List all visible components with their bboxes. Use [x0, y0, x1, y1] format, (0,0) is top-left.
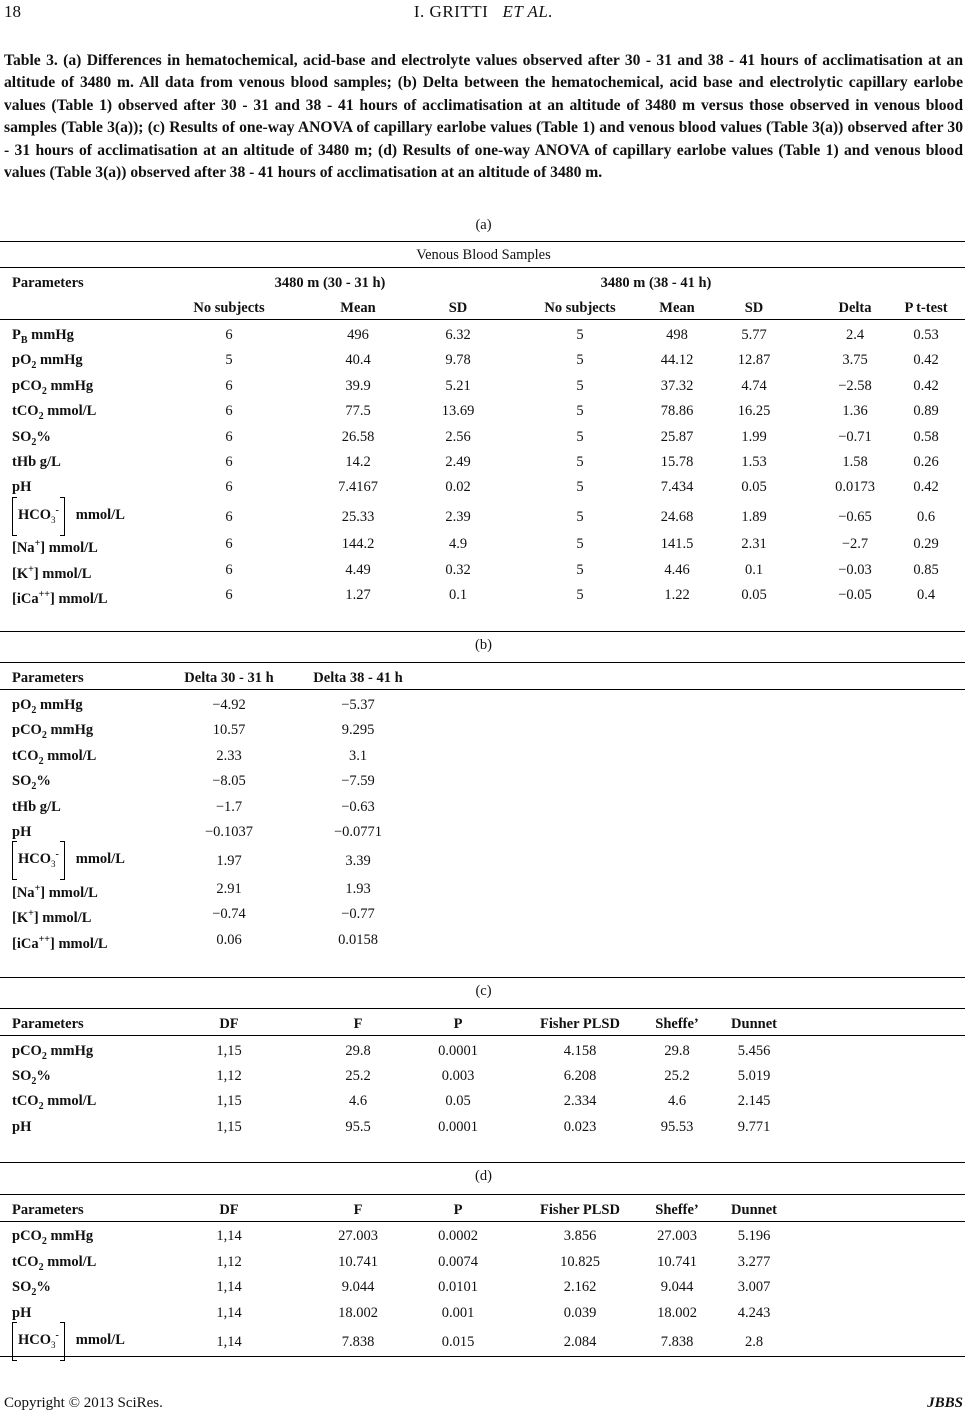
table-cell: 6.208 [563, 1068, 597, 1085]
table-cell: 18.002 [657, 1304, 697, 1321]
table-cell: 25.87 [660, 428, 694, 445]
column-header: Delta [838, 300, 872, 316]
table-row [0, 350, 967, 376]
table-cell: 5 [576, 428, 584, 445]
table-cell: 1,14 [216, 1228, 242, 1244]
parameter-label: [iCa++] mmol/L [12, 933, 108, 952]
table-cell: 0.0158 [338, 931, 378, 948]
table-cell: 37.32 [660, 377, 694, 394]
table-cell: 12.87 [737, 352, 771, 369]
table-cell: 0.85 [913, 561, 939, 578]
table-cell: −0.77 [341, 906, 375, 923]
parameters-header: Parameters [12, 1016, 84, 1032]
table-row [0, 720, 967, 746]
table-b-column-header [0, 668, 967, 694]
table-row [0, 771, 967, 797]
column-header: DF [219, 1016, 239, 1032]
table-row [0, 746, 967, 772]
table-cell: 2.49 [445, 454, 471, 470]
table-cell: 5 [576, 508, 584, 525]
table-row [0, 930, 967, 956]
table-cell: 5 [576, 587, 584, 603]
table-cell: 0.42 [913, 352, 939, 369]
column-header: P [453, 1202, 463, 1218]
table-c-header-rule [0, 1035, 965, 1036]
table-cell: 1,12 [216, 1068, 242, 1085]
table-cell: 0.32 [445, 561, 471, 578]
table-cell: −0.65 [838, 508, 872, 525]
parameter-label: pH [12, 479, 32, 496]
table-cell: 0.02 [445, 479, 471, 496]
table-row [0, 695, 967, 721]
table-c-column-header [0, 1014, 967, 1040]
table-cell: 5 [576, 454, 584, 470]
table-cell: −0.63 [341, 798, 375, 815]
table-cell: 0.89 [913, 403, 939, 420]
table-cell: 4.74 [741, 377, 767, 394]
table-cell: 95.53 [660, 1118, 694, 1135]
table-cell: 26.58 [341, 428, 375, 445]
table-cell: 24.68 [660, 508, 694, 525]
table-cell: 44.12 [660, 352, 694, 369]
table-cell: −0.0771 [333, 824, 383, 840]
table-c-label: (c) [475, 983, 492, 999]
column-header: No subjects [544, 300, 616, 316]
table-row [0, 1252, 967, 1278]
table-cell: 2.31 [741, 536, 767, 553]
column-header: Fisher PLSD [540, 1016, 620, 1032]
table-row [0, 1277, 967, 1303]
parameter-label: tCO$_2$ mmol/L [12, 747, 97, 767]
table-cell: 0.0074 [438, 1253, 478, 1270]
table-a-group-header [0, 273, 967, 299]
parameter-label: pH [12, 1304, 32, 1321]
parameter-label: tHb g/L [12, 798, 61, 815]
table-cell: 7.838 [660, 1334, 694, 1351]
parameter-label: $pO_2$ mmHg [12, 352, 83, 372]
parameter-label: $pO_2$ mmHg [12, 697, 83, 716]
table-cell: 0.53 [913, 327, 939, 343]
table-cell: 2.8 [744, 1334, 764, 1351]
column-header: Delta 38 - 41 h [313, 670, 403, 686]
table-cell: 3.856 [563, 1228, 597, 1244]
table-cell: −4.92 [212, 697, 246, 713]
table-cell: 10.741 [338, 1253, 378, 1270]
table-row [0, 325, 967, 351]
table-d-label: (d) [475, 1168, 492, 1184]
et-al: ET AL. [502, 2, 554, 21]
parameters-header: Parameters [12, 275, 84, 291]
table-cell: 1.58 [842, 454, 868, 470]
parameter-label: $SO_2\%$ [12, 773, 51, 793]
parameter-label: tCO$_2$ mmol/L [12, 1093, 97, 1113]
group-header-1: 3480 m (30 - 31 h) [274, 275, 386, 291]
table-cell: 4.6 [667, 1093, 687, 1110]
table-row [0, 851, 967, 877]
table-cell: 0.1 [448, 587, 468, 603]
parameter-label: [K+] mmol/L [12, 563, 92, 582]
table-cell: 1,12 [216, 1253, 242, 1270]
table-cell: 141.5 [660, 536, 694, 553]
table-cell: 9.295 [341, 722, 375, 739]
parameter-label: pCO$_2$ mmHg [12, 1043, 94, 1062]
table-cell: 5.77 [741, 327, 767, 343]
table-cell: 0.05 [741, 587, 767, 603]
table-cell: 6 [225, 508, 233, 525]
parameter-label: [iCa++] mmol/L [12, 589, 108, 607]
table-cell: 10.741 [657, 1253, 697, 1270]
parameter-label: [K+] mmol/L [12, 908, 92, 927]
table-row [0, 504, 967, 533]
table-cell: 4.243 [737, 1304, 771, 1321]
table-cell: 16.25 [737, 403, 771, 420]
table-cell: 0.0001 [438, 1043, 478, 1059]
parameter-label: $HCO_3^-$ mmol/L [12, 501, 125, 530]
table-cell: 7.4167 [338, 479, 378, 496]
table-a-column-header [0, 298, 967, 324]
table-cell: 5.196 [737, 1228, 771, 1244]
table-cell: 1.97 [216, 853, 242, 870]
parameter-label: pH [12, 824, 32, 840]
table-row [0, 585, 967, 611]
table-cell: 1,14 [216, 1279, 242, 1296]
table-cell: 1,14 [216, 1334, 242, 1351]
table-cell: 9.771 [737, 1118, 771, 1135]
table-cell: 6 [225, 327, 233, 343]
table-cell: 4.49 [345, 561, 371, 578]
table-cell: −8.05 [212, 773, 246, 790]
author-name: I. GRITTI [413, 2, 489, 21]
table-cell: 18.002 [338, 1304, 378, 1321]
table-cell: −0.71 [838, 428, 872, 445]
table-cell: 2.084 [563, 1334, 597, 1351]
table-cell: −1.7 [215, 798, 243, 815]
table-row [0, 797, 967, 823]
column-header: Sheffe’ [655, 1016, 699, 1032]
table-cell: 6 [225, 377, 233, 394]
column-header: Mean [659, 300, 695, 316]
column-header: P [453, 1016, 463, 1032]
table-cell: 5 [225, 352, 233, 369]
table-d-column-header [0, 1200, 967, 1226]
table-cell: −5.37 [341, 697, 375, 713]
table-a-label: (a) [475, 217, 492, 233]
column-header: No subjects [193, 300, 265, 316]
table-cell: 2.91 [216, 880, 242, 897]
column-header: SD [448, 300, 468, 316]
parameter-label: pCO$_2$ mmHg [12, 1228, 94, 1247]
parameters-header: Parameters [12, 670, 84, 686]
table-d-header-rule [0, 1221, 965, 1222]
parameter-label: [Na+] mmol/L [12, 538, 98, 557]
parameter-label: pH [12, 1118, 32, 1135]
table-cell: 78.86 [660, 403, 694, 420]
column-header: F [353, 1202, 363, 1218]
table-c-bottom-rule [0, 1162, 965, 1163]
table-cell: 0.05 [741, 479, 767, 496]
table-a-title: Venous Blood Samples [416, 247, 551, 263]
table-cell: 6 [225, 479, 233, 496]
table-cell: 95.5 [345, 1118, 371, 1135]
table-cell: −0.05 [838, 587, 872, 603]
parameter-label: $SO_2\%$ [12, 1068, 51, 1088]
table-cell: 498 [666, 327, 688, 343]
table-cell: 1.53 [741, 454, 767, 470]
table-cell: 3.277 [737, 1253, 771, 1270]
table-a-header-rule [0, 319, 965, 320]
table-cell: 5 [576, 377, 584, 394]
table-row [0, 879, 967, 905]
table-b-bottom-rule [0, 977, 965, 978]
column-header: Fisher PLSD [540, 1202, 620, 1218]
table-row [0, 1226, 967, 1252]
table-cell: 40.4 [345, 352, 371, 369]
table-cell: 5.019 [737, 1068, 771, 1085]
table-row [0, 1066, 967, 1092]
table-cell: 0.26 [913, 454, 939, 470]
copyright: Copyright © 2013 SciRes. [4, 1395, 163, 1411]
table-cell: 0.58 [913, 428, 939, 445]
table-cell: 0.4 [916, 587, 936, 603]
table-cell: 0.023 [563, 1118, 597, 1135]
table-row [0, 560, 967, 586]
table-row [0, 401, 967, 427]
table-cell: 9.78 [445, 352, 471, 369]
table-cell: 4.6 [348, 1093, 368, 1110]
table-cell: 14.2 [345, 454, 371, 470]
table-cell: 6.32 [445, 327, 471, 343]
table-cell: 6 [225, 587, 233, 603]
table-row [0, 904, 967, 930]
table-cell: 15.78 [660, 454, 694, 470]
table-cell: 496 [347, 327, 369, 343]
table-c-top-rule [0, 1008, 965, 1009]
table-cell: −7.59 [341, 773, 375, 790]
table-cell: 0.0002 [438, 1228, 478, 1244]
table-cell: 4.9 [448, 536, 468, 553]
table-cell: −2.7 [841, 536, 869, 553]
table-cell: 29.8 [664, 1043, 690, 1059]
table-cell: 0.003 [441, 1068, 475, 1085]
table-cell: 0.039 [563, 1304, 597, 1321]
table-row [0, 452, 967, 478]
table-cell: 1.99 [741, 428, 767, 445]
parameter-label: tHb g/L [12, 454, 61, 470]
table-cell: 77.5 [345, 403, 371, 420]
table-cell: 0.29 [913, 536, 939, 553]
table-row [0, 534, 967, 560]
table-cell: 0.42 [913, 377, 939, 394]
table-cell: 0.0001 [438, 1118, 478, 1135]
column-header: Sheffe’ [655, 1202, 699, 1218]
table-cell: 6 [225, 561, 233, 578]
table-cell: 0.0101 [438, 1279, 478, 1296]
running-header [0, 2, 967, 22]
table-cell: 2.39 [445, 508, 471, 525]
table-cell: 6 [225, 536, 233, 553]
table-cell: 1.89 [741, 508, 767, 525]
column-header: Delta 30 - 31 h [184, 670, 274, 686]
table-cell: −2.58 [838, 377, 872, 394]
parameter-label: pCO$_2$ mmHg [12, 722, 94, 742]
table-cell: 25.2 [664, 1068, 690, 1085]
page-number: 18 [4, 2, 21, 21]
journal-name: JBBS [927, 1395, 963, 1411]
parameter-label: $HCO_3^-$ mmol/L [12, 845, 125, 874]
table-cell: 5.21 [445, 377, 471, 394]
parameter-label: $SO_2\%$ [12, 428, 51, 448]
table-cell: 5 [576, 536, 584, 553]
table-cell: 27.003 [338, 1228, 378, 1244]
table-cell: 2.145 [737, 1093, 771, 1110]
table-d-top-rule [0, 1194, 965, 1195]
table-cell: 6 [225, 428, 233, 445]
table-cell: 2.162 [563, 1279, 597, 1296]
table-d-bottom-rule [0, 1356, 965, 1357]
table-row [0, 1117, 967, 1143]
parameter-label: $SO_2\%$ [12, 1279, 51, 1299]
table-cell: 13.69 [441, 403, 475, 420]
table-cell: 3.75 [842, 352, 868, 369]
table-cell: 6 [225, 454, 233, 470]
table-cell: 0.06 [216, 931, 242, 948]
table-b-header-rule [0, 689, 965, 690]
table-cell: 0.42 [913, 479, 939, 496]
table-cell: 10.825 [560, 1253, 600, 1270]
table-cell: 9.044 [660, 1279, 694, 1296]
table-b-label: (b) [475, 637, 492, 653]
column-header: Dunnet [731, 1016, 777, 1032]
column-header: Mean [340, 300, 376, 316]
table-cell: −0.1037 [204, 824, 254, 840]
table-row [0, 1332, 967, 1358]
table-cell: −0.74 [212, 906, 246, 923]
table-cell: 25.33 [341, 508, 375, 525]
table-a-bottom-rule [0, 631, 965, 632]
table-row [0, 1091, 967, 1117]
column-header: Dunnet [731, 1202, 777, 1218]
table-cell: 2.56 [445, 428, 471, 445]
column-header: DF [219, 1202, 239, 1218]
table-cell: 5 [576, 327, 584, 343]
table-cell: 1,15 [216, 1118, 242, 1135]
table-cell: 0.001 [441, 1304, 475, 1321]
table-cell: 5.456 [737, 1043, 771, 1059]
table-cell: 0.1 [744, 561, 764, 578]
table-cell: 9.044 [341, 1279, 375, 1296]
table-cell: 27.003 [657, 1228, 697, 1244]
table-cell: 1.36 [842, 403, 868, 420]
column-header: SD [744, 300, 764, 316]
table-cell: 144.2 [341, 536, 375, 553]
table-cell: 0.05 [445, 1093, 471, 1110]
table-cell: 39.9 [345, 377, 371, 394]
parameter-label: tCO$_2$ mmol/L [12, 403, 97, 423]
table-cell: 5 [576, 403, 584, 420]
table-cell: 7.838 [341, 1334, 375, 1351]
parameter-label: $P_B$ mmHg [12, 327, 74, 346]
parameters-header: Parameters [12, 1202, 84, 1218]
table-cell: 0.6 [916, 508, 936, 525]
table-cell: 7.434 [660, 479, 694, 496]
table-a-title-rule [0, 267, 965, 268]
table-cell: 0.0173 [835, 479, 875, 496]
table-cell: 6 [225, 403, 233, 420]
table-row [0, 1041, 967, 1067]
table-b-top-rule [0, 662, 965, 663]
table-cell: 2.334 [563, 1093, 597, 1110]
table-cell: 5 [576, 479, 584, 496]
table-cell: 1,15 [216, 1043, 242, 1059]
table-cell: 4.46 [664, 561, 690, 578]
table-cell: 10.57 [212, 722, 246, 739]
table-caption: Table 3. (a) Differences in hematochemical, acid-base and electrolyte values observed after 30 - 31 and 38 - 41 hours of acclimatisation at an altitude of 3480 m. All data from venous blood samples; (b) Delta between the hematochemical, acid base and electrolytic capillary earlobe values (Table 1) observed after 30 - 31 and 38 - 41 hours of acclimatisation at an altitude of 3480 m versus those observed in venous blood samples (Table 3(a)); (c) Results of one-way ANOVA of capillary earlobe values (Table 1) and venous blood values (Table 3(a)) observed after 30 - 31 hours of acclimatisation at an altitude of 3480 m; (d) Results of one-way ANOVA of capillary earlobe values (Table 1) and venous blood values (Table 3(a)) observed after 38 - 41 hours of acclimatisation at an altitude of 3480 m. [4, 52, 963, 182]
table-cell: 1.93 [345, 880, 371, 897]
table-a-top-rule [0, 241, 965, 242]
table-cell: 3.007 [737, 1279, 771, 1296]
table-row [0, 477, 967, 503]
table-cell: 0.015 [441, 1334, 475, 1351]
table-row [0, 427, 967, 453]
table-cell: 3.1 [348, 747, 368, 764]
table-row [0, 822, 967, 848]
table-cell: 29.8 [345, 1043, 371, 1059]
table-cell: 1,14 [216, 1304, 242, 1321]
table-cell: 5 [576, 352, 584, 369]
parameter-label: tCO$_2$ mmol/L [12, 1253, 97, 1273]
column-header: F [353, 1016, 363, 1032]
table-row [0, 376, 967, 402]
table-cell: 1,15 [216, 1093, 242, 1110]
table-row [0, 1303, 967, 1329]
group-header-2: 3480 m (38 - 41 h) [600, 275, 712, 291]
column-header: P t-test [904, 300, 948, 316]
table-cell: 3.39 [345, 853, 371, 870]
parameter-label: pCO$_2$ mmHg [12, 377, 94, 397]
table-cell: 4.158 [563, 1043, 597, 1059]
parameter-label: [Na+] mmol/L [12, 882, 98, 901]
table-cell: 2.33 [216, 747, 242, 764]
table-cell: 25.2 [345, 1068, 371, 1085]
parameter-label: $HCO_3^-$ mmol/L [12, 1326, 125, 1355]
table-cell: 2.4 [845, 327, 865, 343]
table-cell: 1.22 [664, 587, 690, 603]
table-cell: −0.03 [838, 561, 872, 578]
table-cell: 1.27 [345, 587, 371, 603]
table-cell: 5 [576, 561, 584, 578]
